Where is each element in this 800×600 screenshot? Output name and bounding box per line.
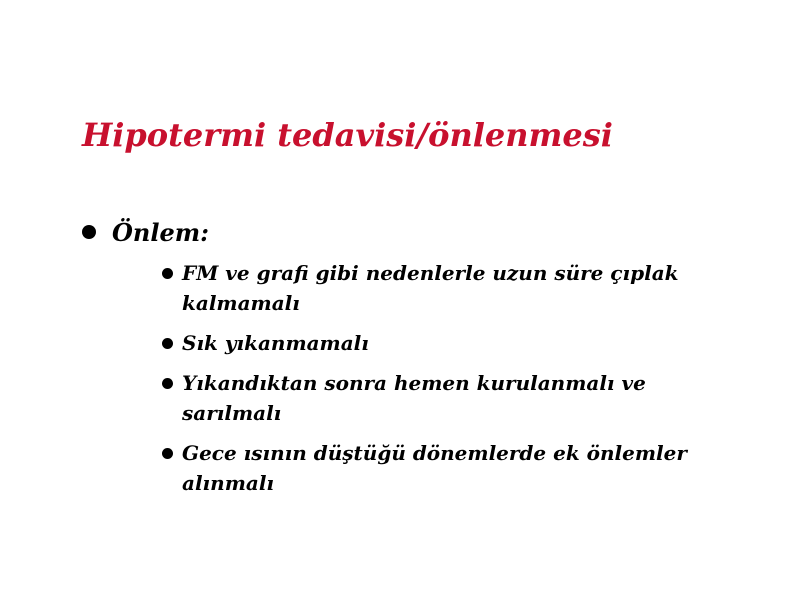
sub-bullet-text: Yıkandıktan sonra hemen kurulanmalı ve sarılmalı [182, 371, 646, 425]
bullet-dot-icon [82, 225, 96, 239]
sub-bullet-item [160, 368, 720, 428]
bullet-item-onlem [80, 216, 209, 250]
bullet-dot-icon [162, 448, 173, 459]
sub-bullet-item [160, 258, 720, 318]
slide-title: Hipotermi tedavisi/önlenmesi [82, 116, 613, 154]
section-label: Önlem: [112, 218, 209, 247]
sub-bullet-text: Gece ısının düştüğü dönemlerde ek önlemler alınmalı [182, 441, 687, 495]
sub-bullet-list [160, 258, 720, 508]
sub-bullet-item [160, 438, 720, 498]
sub-bullet-text: Sık yıkanmamalı [182, 331, 369, 355]
sub-bullet-text: FM ve grafi gibi nedenlerle uzun süre çıplak kalmamalı [182, 261, 679, 315]
bullet-dot-icon [162, 338, 173, 349]
bullet-dot-icon [162, 268, 173, 279]
main-bullet-list [80, 216, 209, 250]
bullet-dot-icon [162, 378, 173, 389]
sub-bullet-item [160, 328, 720, 358]
